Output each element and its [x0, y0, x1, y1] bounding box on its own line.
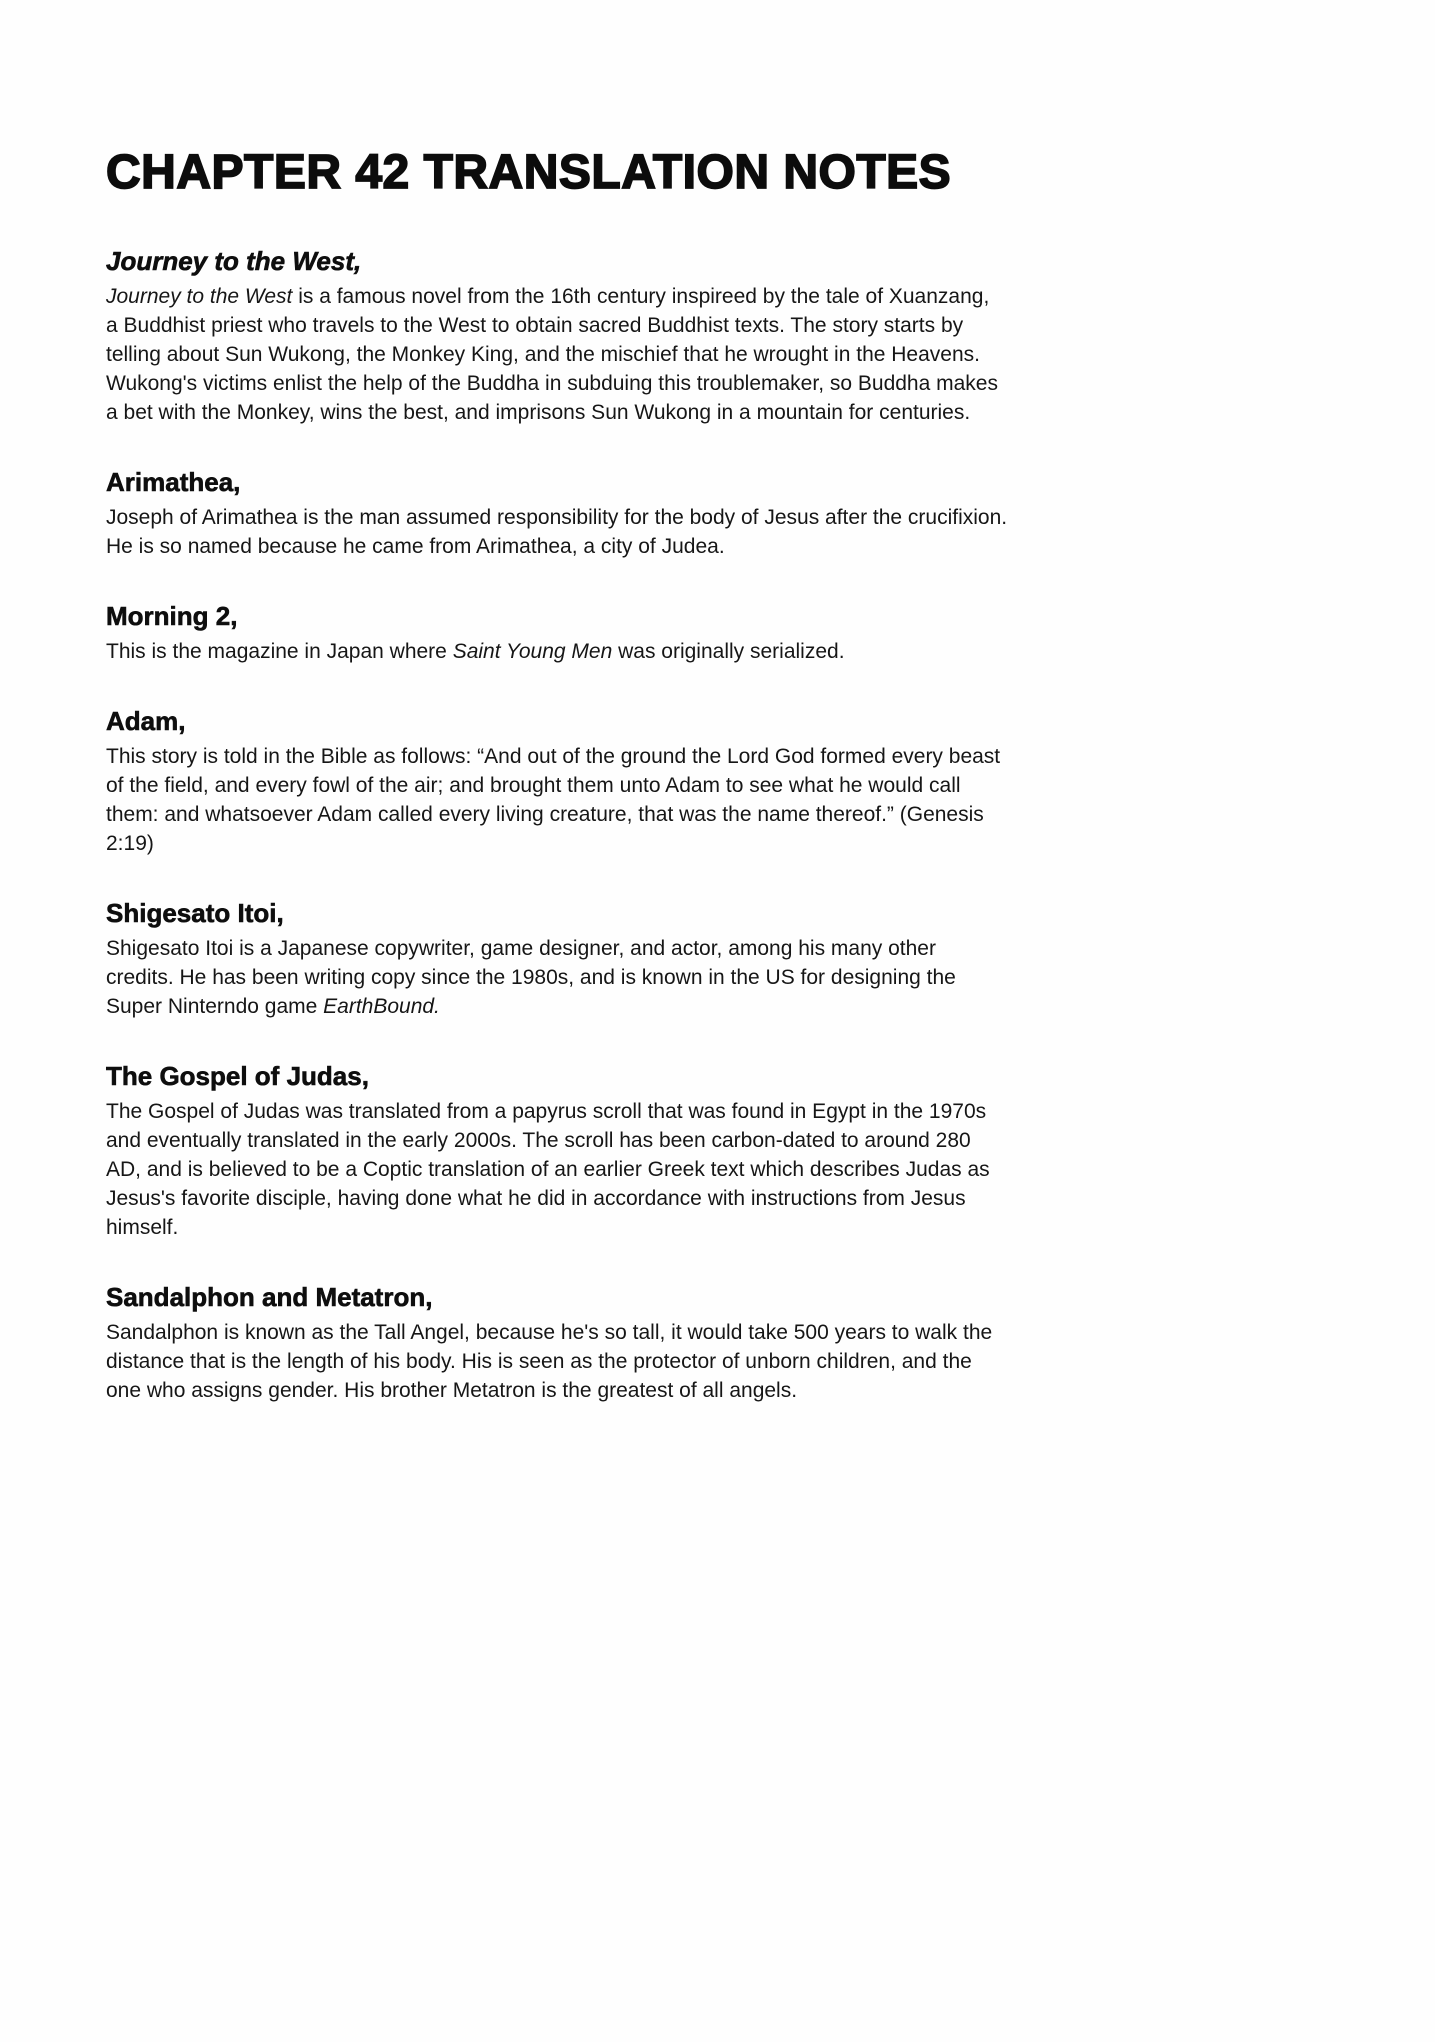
section-heading: Morning 2,: [106, 601, 238, 631]
body-line: [106, 503, 1335, 532]
body-line: [106, 1376, 1335, 1405]
text-segment: Jesus's favorite disciple, having done what he did in accordance with instructions from Jesus: [106, 1187, 966, 1210]
body-line: [106, 532, 1335, 561]
body-line: [106, 637, 1335, 666]
page-title: CHAPTER 42 TRANSLATION NOTES: [106, 146, 952, 199]
body-line: [106, 1155, 1335, 1184]
text-segment: Wukong's victims enlist the help of the Buddha in subduing this troublemaker, so Buddha makes: [106, 372, 998, 395]
italic-text-segment: EarthBound.: [323, 995, 440, 1018]
italic-text-segment: Saint Young Men: [452, 640, 613, 663]
text-segment: Sandalphon is known as the Tall Angel, because he's so tall, it would take 500 years to walk the: [106, 1321, 993, 1344]
text-segment: This is the magazine in Japan where: [106, 640, 453, 663]
body-line: [106, 369, 1335, 398]
translation-note-section: [106, 246, 1335, 427]
translation-note-section: [106, 1061, 1335, 1242]
text-segment: 2:19): [106, 832, 154, 855]
body-line: [106, 829, 1335, 858]
text-segment: telling about Sun Wukong, the Monkey King, and the mischief that he wrought in the Heavens.: [106, 343, 980, 366]
section-body: [106, 503, 1335, 561]
text-segment: Super Ninterndo game: [106, 995, 324, 1018]
body-line: [106, 1184, 1335, 1213]
section-heading: Adam,: [106, 706, 186, 736]
text-segment: of the field, and every fowl of the air; and brought them unto Adam to see what he would call: [106, 774, 961, 797]
section-body: [106, 934, 1335, 1021]
text-segment: This story is told in the Bible as follows: “And out of the ground the Lord God formed every beast: [106, 745, 1001, 768]
section-body: [106, 742, 1335, 858]
text-segment: AD, and is believed to be a Coptic translation of an earlier Greek text which describes Judas as: [106, 1158, 990, 1181]
section-heading: Journey to the West,: [106, 246, 362, 276]
body-line: [106, 1318, 1335, 1347]
body-line: [106, 282, 1335, 311]
translation-notes-list: [106, 246, 1335, 1405]
body-line: [106, 340, 1335, 369]
translation-note-section: [106, 601, 1335, 666]
text-segment: a bet with the Monkey, wins the best, and imprisons Sun Wukong in a mountain for centuries.: [106, 401, 971, 424]
section-body: [106, 637, 1335, 666]
section-heading: Shigesato Itoi,: [106, 898, 284, 928]
text-segment: was originally serialized.: [612, 640, 845, 663]
body-line: [106, 1347, 1335, 1376]
section-body: [106, 1318, 1335, 1405]
text-segment: Joseph of Arimathea is the man assumed responsibility for the body of Jesus after the crucifixion.: [106, 506, 1008, 529]
text-segment: them: and whatsoever Adam called every living creature, that was the name thereof.” (Genesis: [106, 803, 984, 826]
section-heading: Sandalphon and Metatron,: [106, 1282, 433, 1312]
body-line: [106, 742, 1335, 771]
body-line: [106, 771, 1335, 800]
body-line: [106, 1213, 1335, 1242]
translation-note-section: [106, 898, 1335, 1021]
text-segment: and eventually translated in the early 2000s. The scroll has been carbon-dated to around 280: [106, 1129, 971, 1152]
translation-note-section: [106, 467, 1335, 561]
translation-note-section: [106, 706, 1335, 858]
section-heading: Arimathea,: [106, 467, 241, 497]
body-line: [106, 398, 1335, 427]
translation-note-section: [106, 1282, 1335, 1405]
text-segment: The Gospel of Judas was translated from a papyrus scroll that was found in Egypt in the 1970s: [106, 1100, 987, 1123]
body-line: [106, 311, 1335, 340]
text-segment: himself.: [106, 1216, 179, 1239]
text-segment: Shigesato Itoi is a Japanese copywriter, game designer, and actor, among his many other: [106, 937, 936, 960]
text-segment: He is so named because he came from Arimathea, a city of Judea.: [106, 535, 725, 558]
text-segment: credits. He has been writing copy since the 1980s, and is known in the US for designing the: [106, 966, 956, 989]
body-line: [106, 1097, 1335, 1126]
body-line: [106, 1126, 1335, 1155]
text-segment: a Buddhist priest who travels to the West to obtain sacred Buddhist texts. The story starts by: [106, 314, 964, 337]
text-segment: one who assigns gender. His brother Metatron is the greatest of all angels.: [106, 1379, 798, 1402]
body-line: [106, 800, 1335, 829]
text-segment: distance that is the length of his body. His is seen as the protector of unborn children, and the: [106, 1350, 972, 1373]
italic-text-segment: Journey to the West: [106, 285, 293, 308]
section-heading: The Gospel of Judas,: [106, 1061, 369, 1091]
section-body: [106, 282, 1335, 427]
body-line: [106, 934, 1335, 963]
section-body: [106, 1097, 1335, 1242]
text-segment: is a famous novel from the 16th century inspireed by the tale of Xuanzang,: [292, 285, 990, 308]
body-line: [106, 963, 1335, 992]
body-line: [106, 992, 1335, 1021]
